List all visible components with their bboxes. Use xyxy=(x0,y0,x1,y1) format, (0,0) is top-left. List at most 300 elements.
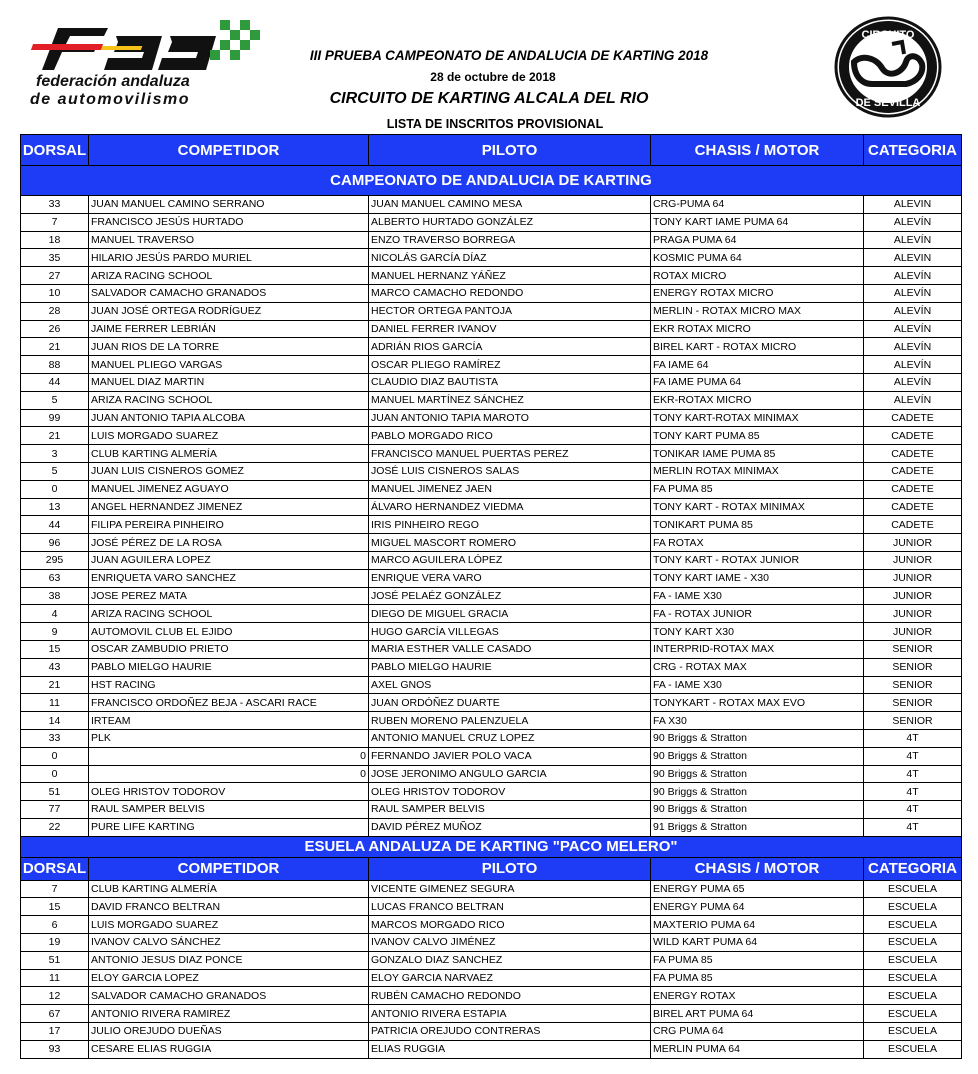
cell-dorsal: 3 xyxy=(21,445,89,463)
cell-chasis: FA ROTAX xyxy=(651,534,864,552)
table-row xyxy=(21,338,962,356)
cell-piloto: DANIEL FERRER IVANOV xyxy=(369,320,651,338)
cell-competidor: IVANOV CALVO SÁNCHEZ xyxy=(89,934,369,952)
cell-piloto: ANTONIO RIVERA ESTAPIA xyxy=(369,1005,651,1023)
cell-dorsal: 21 xyxy=(21,427,89,445)
cell-competidor: JOSÉ PÉREZ DE LA ROSA xyxy=(89,534,369,552)
cell-piloto: DAVID PÉREZ MUÑOZ xyxy=(369,818,651,836)
cell-categoria: 4T xyxy=(864,765,962,783)
cell-categoria: JUNIOR xyxy=(864,605,962,623)
table-row xyxy=(21,694,962,712)
cell-competidor: MANUEL PLIEGO VARGAS xyxy=(89,356,369,374)
table-row xyxy=(21,480,962,498)
cell-dorsal: 93 xyxy=(21,1040,89,1058)
table-row xyxy=(21,498,962,516)
cell-piloto: JOSÉ PELAÉZ GONZÁLEZ xyxy=(369,587,651,605)
table-row xyxy=(21,284,962,302)
cell-chasis: CRG - ROTAX MAX xyxy=(651,658,864,676)
cell-categoria: CADETE xyxy=(864,498,962,516)
cell-piloto: PABLO MIELGO HAURIE xyxy=(369,658,651,676)
cell-categoria: ALEVÍN xyxy=(864,284,962,302)
cell-chasis: MERLIN ROTAX MINIMAX xyxy=(651,462,864,480)
table-row xyxy=(21,445,962,463)
section2-title: ESUELA ANDALUZA DE KARTING "PACO MELERO" xyxy=(21,836,962,857)
col-header-chasis: CHASIS / MOTOR xyxy=(651,135,864,166)
cell-categoria: ALEVÍN xyxy=(864,231,962,249)
cell-chasis: FA PUMA 85 xyxy=(651,951,864,969)
table-row xyxy=(21,951,962,969)
cell-chasis: TONIKAR IAME PUMA 85 xyxy=(651,445,864,463)
cell-categoria: ALEVÍN xyxy=(864,302,962,320)
cell-dorsal: 28 xyxy=(21,302,89,320)
cell-dorsal: 12 xyxy=(21,987,89,1005)
cell-dorsal: 67 xyxy=(21,1005,89,1023)
cell-chasis: MERLIN PUMA 64 xyxy=(651,1040,864,1058)
cell-chasis: FA IAME PUMA 64 xyxy=(651,373,864,391)
cell-dorsal: 99 xyxy=(21,409,89,427)
cell-categoria: CADETE xyxy=(864,462,962,480)
cell-competidor: MANUEL DIAZ MARTIN xyxy=(89,373,369,391)
cell-dorsal: 77 xyxy=(21,801,89,819)
cell-piloto: RUBÉN CAMACHO REDONDO xyxy=(369,987,651,1005)
cell-chasis: EKR ROTAX MICRO xyxy=(651,320,864,338)
cell-competidor: JOSE PEREZ MATA xyxy=(89,587,369,605)
table-row xyxy=(21,623,962,641)
col-header-dorsal: DORSAL xyxy=(21,135,89,166)
cell-chasis: 90 Briggs & Stratton xyxy=(651,783,864,801)
table-row xyxy=(21,409,962,427)
cell-dorsal: 17 xyxy=(21,1023,89,1041)
cell-dorsal: 21 xyxy=(21,338,89,356)
cell-piloto: ELIAS RUGGIA xyxy=(369,1040,651,1058)
cell-categoria: CADETE xyxy=(864,516,962,534)
cell-chasis: TONY KART IAME - X30 xyxy=(651,569,864,587)
cell-chasis: PRAGA PUMA 64 xyxy=(651,231,864,249)
cell-chasis: 90 Briggs & Stratton xyxy=(651,747,864,765)
cell-chasis: TONY KART-ROTAX MINIMAX xyxy=(651,409,864,427)
cell-dorsal: 0 xyxy=(21,747,89,765)
cell-competidor: LUIS MORGADO SUAREZ xyxy=(89,916,369,934)
entry-list-table xyxy=(20,134,962,1059)
cell-piloto: FERNANDO JAVIER POLO VACA xyxy=(369,747,651,765)
cell-piloto: GONZALO DIAZ SANCHEZ xyxy=(369,951,651,969)
cell-dorsal: 21 xyxy=(21,676,89,694)
faa-logo-text-1: federación andaluza xyxy=(36,73,190,90)
cell-piloto: OSCAR PLIEGO RAMÍREZ xyxy=(369,356,651,374)
cell-competidor: FILIPA PEREIRA PINHEIRO xyxy=(89,516,369,534)
cell-competidor: MANUEL JIMENEZ AGUAYO xyxy=(89,480,369,498)
cell-categoria: ESCUELA xyxy=(864,898,962,916)
cell-categoria: ALEVÍN xyxy=(864,320,962,338)
section1-body xyxy=(21,196,962,837)
cell-chasis: CRG-PUMA 64 xyxy=(651,196,864,214)
section-header-row xyxy=(21,836,962,857)
cell-competidor: ANTONIO JESUS DIAZ PONCE xyxy=(89,951,369,969)
cell-competidor: JAIME FERRER LEBRIÁN xyxy=(89,320,369,338)
cell-categoria: CADETE xyxy=(864,445,962,463)
cell-competidor: SALVADOR CAMACHO GRANADOS xyxy=(89,987,369,1005)
table-header-row xyxy=(21,857,962,880)
table-row xyxy=(21,1023,962,1041)
list-title: LISTA DE INSCRITOS PROVISIONAL xyxy=(386,117,604,131)
table-row xyxy=(21,356,962,374)
cell-competidor: CESARE ELIAS RUGGIA xyxy=(89,1040,369,1058)
cell-chasis: EKR-ROTAX MICRO xyxy=(651,391,864,409)
cell-chasis: ENERGY PUMA 64 xyxy=(651,898,864,916)
cell-categoria: ALEVÍN xyxy=(864,267,962,285)
cell-dorsal: 35 xyxy=(21,249,89,267)
col-header-competidor: COMPETIDOR xyxy=(89,135,369,166)
cell-categoria: SENIOR xyxy=(864,694,962,712)
cell-categoria: SENIOR xyxy=(864,712,962,730)
table-row xyxy=(21,818,962,836)
cell-chasis: TONYKART - ROTAX MAX EVO xyxy=(651,694,864,712)
cell-competidor xyxy=(89,747,369,765)
table-row xyxy=(21,801,962,819)
cell-dorsal: 33 xyxy=(21,729,89,747)
cell-chasis: FA PUMA 85 xyxy=(651,969,864,987)
cell-competidor: MANUEL TRAVERSO xyxy=(89,231,369,249)
cell-competidor: ANTONIO RIVERA RAMIREZ xyxy=(89,1005,369,1023)
cell-competidor: HST RACING xyxy=(89,676,369,694)
cell-chasis: BIREL ART PUMA 64 xyxy=(651,1005,864,1023)
cell-chasis: FA X30 xyxy=(651,712,864,730)
cell-chasis: FA - IAME X30 xyxy=(651,587,864,605)
cell-piloto: RUBEN MORENO PALENZUELA xyxy=(369,712,651,730)
cell-dorsal: 11 xyxy=(21,694,89,712)
col-header-categoria: CATEGORIA xyxy=(864,135,962,166)
cell-competidor-value: 0 xyxy=(360,750,366,763)
event-date: 28 de octubre de 2018 xyxy=(430,70,556,84)
table-row xyxy=(21,729,962,747)
cell-piloto: JUAN ANTONIO TAPIA MAROTO xyxy=(369,409,651,427)
cell-dorsal: 9 xyxy=(21,623,89,641)
cell-categoria: ESCUELA xyxy=(864,969,962,987)
cell-chasis: MAXTERIO PUMA 64 xyxy=(651,916,864,934)
table-row xyxy=(21,391,962,409)
cell-competidor xyxy=(89,765,369,783)
table-row xyxy=(21,569,962,587)
circuit-logo-bottom-text: DE SEVILLA xyxy=(855,97,921,109)
cell-categoria: CADETE xyxy=(864,427,962,445)
event-title: III PRUEBA CAMPEONATO DE ANDALUCIA DE KARTING 2018 xyxy=(309,48,709,63)
cell-dorsal: 5 xyxy=(21,462,89,480)
cell-dorsal: 26 xyxy=(21,320,89,338)
table-row xyxy=(21,898,962,916)
cell-competidor: CLUB KARTING ALMERÍA xyxy=(89,445,369,463)
table-row xyxy=(21,605,962,623)
cell-chasis: INTERPRID-ROTAX MAX xyxy=(651,640,864,658)
cell-dorsal: 7 xyxy=(21,213,89,231)
cell-piloto: NICOLÁS GARCÍA DÍAZ xyxy=(369,249,651,267)
cell-categoria: CADETE xyxy=(864,409,962,427)
cell-dorsal: 11 xyxy=(21,969,89,987)
cell-chasis: FA PUMA 85 xyxy=(651,480,864,498)
cell-categoria: SENIOR xyxy=(864,658,962,676)
table-row xyxy=(21,747,962,765)
cell-categoria: SENIOR xyxy=(864,676,962,694)
cell-competidor: LUIS MORGADO SUAREZ xyxy=(89,427,369,445)
cell-piloto: JOSE JERONIMO ANGULO GARCIA xyxy=(369,765,651,783)
table-row xyxy=(21,267,962,285)
table-row xyxy=(21,320,962,338)
col-header-piloto: PILOTO xyxy=(369,135,651,166)
cell-chasis: ENERGY PUMA 65 xyxy=(651,880,864,898)
cell-categoria: ALEVÍN xyxy=(864,373,962,391)
cell-chasis: WILD KART PUMA 64 xyxy=(651,934,864,952)
cell-piloto: IVANOV CALVO JIMÉNEZ xyxy=(369,934,651,952)
cell-chasis: BIREL KART - ROTAX MICRO xyxy=(651,338,864,356)
table-row xyxy=(21,640,962,658)
cell-categoria: CADETE xyxy=(864,480,962,498)
cell-categoria: JUNIOR xyxy=(864,551,962,569)
cell-piloto: AXEL GNOS xyxy=(369,676,651,694)
cell-piloto: ÁLVARO HERNANDEZ VIEDMA xyxy=(369,498,651,516)
cell-dorsal: 51 xyxy=(21,783,89,801)
cell-dorsal: 7 xyxy=(21,880,89,898)
cell-chasis: FA IAME 64 xyxy=(651,356,864,374)
table-row xyxy=(21,1040,962,1058)
cell-piloto: MARCO CAMACHO REDONDO xyxy=(369,284,651,302)
table-row xyxy=(21,587,962,605)
table-row xyxy=(21,196,962,214)
table-row xyxy=(21,969,962,987)
cell-categoria: 4T xyxy=(864,747,962,765)
cell-competidor: JUAN LUIS CISNEROS GOMEZ xyxy=(89,462,369,480)
cell-categoria: ESCUELA xyxy=(864,916,962,934)
table-row xyxy=(21,213,962,231)
cell-competidor: SALVADOR CAMACHO GRANADOS xyxy=(89,284,369,302)
table-header-row xyxy=(21,135,962,166)
cell-dorsal: 96 xyxy=(21,534,89,552)
cell-piloto: MIGUEL MASCORT ROMERO xyxy=(369,534,651,552)
cell-piloto: MANUEL JIMENEZ JAEN xyxy=(369,480,651,498)
table-row xyxy=(21,916,962,934)
cell-categoria: JUNIOR xyxy=(864,569,962,587)
cell-chasis: 90 Briggs & Stratton xyxy=(651,729,864,747)
cell-categoria: ALEVÍN xyxy=(864,338,962,356)
cell-dorsal: 18 xyxy=(21,231,89,249)
cell-piloto: ELOY GARCIA NARVAEZ xyxy=(369,969,651,987)
cell-competidor: JUAN JOSÉ ORTEGA RODRÍGUEZ xyxy=(89,302,369,320)
cell-competidor: CLUB KARTING ALMERÍA xyxy=(89,880,369,898)
cell-piloto: LUCAS FRANCO BELTRAN xyxy=(369,898,651,916)
table-row xyxy=(21,373,962,391)
cell-competidor-value: 0 xyxy=(360,767,366,780)
table-row xyxy=(21,658,962,676)
cell-dorsal: 44 xyxy=(21,373,89,391)
cell-piloto: OLEG HRISTOV TODOROV xyxy=(369,783,651,801)
cell-dorsal: 63 xyxy=(21,569,89,587)
cell-categoria: ESCUELA xyxy=(864,1040,962,1058)
cell-categoria: ALEVÍN xyxy=(864,213,962,231)
cell-categoria: 4T xyxy=(864,818,962,836)
col-header-competidor: COMPETIDOR xyxy=(89,857,369,880)
table-row xyxy=(21,534,962,552)
cell-piloto: JOSÉ LUIS CISNEROS SALAS xyxy=(369,462,651,480)
cell-competidor: ELOY GARCIA LOPEZ xyxy=(89,969,369,987)
cell-chasis: TONY KART - ROTAX JUNIOR xyxy=(651,551,864,569)
cell-chasis: FA - IAME X30 xyxy=(651,676,864,694)
cell-chasis: TONY KART PUMA 85 xyxy=(651,427,864,445)
cell-dorsal: 15 xyxy=(21,898,89,916)
cell-competidor: JUAN MANUEL CAMINO SERRANO xyxy=(89,196,369,214)
cell-dorsal: 88 xyxy=(21,356,89,374)
cell-competidor: OSCAR ZAMBUDIO PRIETO xyxy=(89,640,369,658)
col-header-chasis: CHASIS / MOTOR xyxy=(651,857,864,880)
cell-piloto: MARIA ESTHER VALLE CASADO xyxy=(369,640,651,658)
section2-body xyxy=(21,880,962,1058)
cell-dorsal: 10 xyxy=(21,284,89,302)
col-header-categoria: CATEGORIA xyxy=(864,857,962,880)
table-row xyxy=(21,880,962,898)
cell-categoria: SENIOR xyxy=(864,640,962,658)
cell-chasis: TONY KART X30 xyxy=(651,623,864,641)
cell-dorsal: 44 xyxy=(21,516,89,534)
cell-competidor: ANGEL HERNANDEZ JIMENEZ xyxy=(89,498,369,516)
cell-competidor: FRANCISCO ORDOÑEZ BEJA - ASCARI RACE xyxy=(89,694,369,712)
table-row xyxy=(21,987,962,1005)
cell-dorsal: 38 xyxy=(21,587,89,605)
cell-chasis: TONIKART PUMA 85 xyxy=(651,516,864,534)
cell-piloto: MANUEL MARTÍNEZ SÁNCHEZ xyxy=(369,391,651,409)
section1-title: CAMPEONATO DE ANDALUCIA DE KARTING xyxy=(21,166,962,196)
cell-chasis: ROTAX MICRO xyxy=(651,267,864,285)
cell-categoria: JUNIOR xyxy=(864,587,962,605)
cell-piloto: JUAN MANUEL CAMINO MESA xyxy=(369,196,651,214)
cell-chasis: 90 Briggs & Stratton xyxy=(651,765,864,783)
cell-dorsal: 22 xyxy=(21,818,89,836)
cell-chasis: TONY KART - ROTAX MINIMAX xyxy=(651,498,864,516)
cell-categoria: JUNIOR xyxy=(864,534,962,552)
table-row xyxy=(21,1005,962,1023)
cell-categoria: ALEVIN xyxy=(864,249,962,267)
cell-categoria: ESCUELA xyxy=(864,987,962,1005)
cell-categoria: ALEVÍN xyxy=(864,391,962,409)
cell-piloto: ADRIÁN RIOS GARCÍA xyxy=(369,338,651,356)
cell-piloto: DIEGO DE MIGUEL GRACIA xyxy=(369,605,651,623)
section-header-row xyxy=(21,166,962,196)
cell-piloto: MANUEL HERNANZ YÁÑEZ xyxy=(369,267,651,285)
cell-dorsal: 5 xyxy=(21,391,89,409)
cell-chasis: ENERGY ROTAX xyxy=(651,987,864,1005)
cell-competidor: ARIZA RACING SCHOOL xyxy=(89,267,369,285)
table-row xyxy=(21,551,962,569)
cell-piloto: ANTONIO MANUEL CRUZ LOPEZ xyxy=(369,729,651,747)
cell-competidor: AUTOMOVIL CLUB EL EJIDO xyxy=(89,623,369,641)
cell-competidor: JUAN RIOS DE LA TORRE xyxy=(89,338,369,356)
cell-competidor: ARIZA RACING SCHOOL xyxy=(89,391,369,409)
cell-dorsal: 43 xyxy=(21,658,89,676)
table-row xyxy=(21,765,962,783)
cell-dorsal: 15 xyxy=(21,640,89,658)
cell-piloto: VICENTE GIMENEZ SEGURA xyxy=(369,880,651,898)
table-row xyxy=(21,934,962,952)
cell-piloto: HECTOR ORTEGA PANTOJA xyxy=(369,302,651,320)
table-row xyxy=(21,302,962,320)
cell-piloto: IRIS PINHEIRO REGO xyxy=(369,516,651,534)
table-row xyxy=(21,462,962,480)
cell-dorsal: 33 xyxy=(21,196,89,214)
cell-dorsal: 0 xyxy=(21,480,89,498)
circuit-logo-top-text: CIRCUITO xyxy=(861,29,915,41)
cell-dorsal: 0 xyxy=(21,765,89,783)
cell-dorsal: 14 xyxy=(21,712,89,730)
cell-chasis: TONY KART IAME PUMA 64 xyxy=(651,213,864,231)
cell-competidor: IRTEAM xyxy=(89,712,369,730)
cell-competidor: OLEG HRISTOV TODOROV xyxy=(89,783,369,801)
cell-categoria: ESCUELA xyxy=(864,951,962,969)
cell-dorsal: 27 xyxy=(21,267,89,285)
cell-piloto: PABLO MORGADO RICO xyxy=(369,427,651,445)
cell-competidor: HILARIO JESÚS PARDO MURIEL xyxy=(89,249,369,267)
cell-competidor: JULIO OREJUDO DUEÑAS xyxy=(89,1023,369,1041)
cell-dorsal: 6 xyxy=(21,916,89,934)
cell-competidor: PLK xyxy=(89,729,369,747)
cell-competidor: RAUL SAMPER BELVIS xyxy=(89,801,369,819)
cell-chasis: MERLIN - ROTAX MICRO MAX xyxy=(651,302,864,320)
cell-dorsal: 4 xyxy=(21,605,89,623)
cell-categoria: ESCUELA xyxy=(864,1023,962,1041)
cell-piloto: ENRIQUE VERA VARO xyxy=(369,569,651,587)
table-row xyxy=(21,516,962,534)
cell-piloto: JUAN ORDÓÑEZ DUARTE xyxy=(369,694,651,712)
cell-piloto: ALBERTO HURTADO GONZÁLEZ xyxy=(369,213,651,231)
cell-dorsal: 19 xyxy=(21,934,89,952)
cell-chasis: 91 Briggs & Stratton xyxy=(651,818,864,836)
col-header-dorsal: DORSAL xyxy=(21,857,89,880)
cell-categoria: 4T xyxy=(864,801,962,819)
cell-piloto: CLAUDIO DIAZ BAUTISTA xyxy=(369,373,651,391)
cell-dorsal: 51 xyxy=(21,951,89,969)
cell-competidor: JUAN AGUILERA LOPEZ xyxy=(89,551,369,569)
cell-piloto: ENZO TRAVERSO BORREGA xyxy=(369,231,651,249)
cell-categoria: JUNIOR xyxy=(864,623,962,641)
cell-chasis: CRG PUMA 64 xyxy=(651,1023,864,1041)
cell-piloto: MARCO AGUILERA LÓPEZ xyxy=(369,551,651,569)
faa-logo-text-2: de automovilismo xyxy=(30,91,191,108)
cell-categoria: 4T xyxy=(864,729,962,747)
cell-categoria: ALEVÍN xyxy=(864,356,962,374)
cell-categoria: ESCUELA xyxy=(864,1005,962,1023)
table-row xyxy=(21,783,962,801)
cell-dorsal: 13 xyxy=(21,498,89,516)
table-row xyxy=(21,712,962,730)
cell-piloto: PATRICIA OREJUDO CONTRERAS xyxy=(369,1023,651,1041)
table-row xyxy=(21,676,962,694)
cell-chasis: ENERGY ROTAX MICRO xyxy=(651,284,864,302)
cell-competidor: FRANCISCO JESÚS HURTADO xyxy=(89,213,369,231)
cell-dorsal: 295 xyxy=(21,551,89,569)
cell-piloto: RAUL SAMPER BELVIS xyxy=(369,801,651,819)
cell-piloto: HUGO GARCÍA VILLEGAS xyxy=(369,623,651,641)
cell-chasis: FA - ROTAX JUNIOR xyxy=(651,605,864,623)
cell-competidor: DAVID FRANCO BELTRAN xyxy=(89,898,369,916)
venue-title: CIRCUITO DE KARTING ALCALA DEL RIO xyxy=(329,90,649,107)
cell-competidor: ENRIQUETA VARO SANCHEZ xyxy=(89,569,369,587)
cell-competidor: PABLO MIELGO HAURIE xyxy=(89,658,369,676)
cell-categoria: ALEVIN xyxy=(864,196,962,214)
cell-chasis: KOSMIC PUMA 64 xyxy=(651,249,864,267)
table-row xyxy=(21,249,962,267)
table-row xyxy=(21,231,962,249)
col-header-piloto: PILOTO xyxy=(369,857,651,880)
cell-categoria: ESCUELA xyxy=(864,934,962,952)
cell-competidor: JUAN ANTONIO TAPIA ALCOBA xyxy=(89,409,369,427)
cell-chasis: 90 Briggs & Stratton xyxy=(651,801,864,819)
cell-piloto: MARCOS MORGADO RICO xyxy=(369,916,651,934)
cell-piloto: FRANCISCO MANUEL PUERTAS PEREZ xyxy=(369,445,651,463)
